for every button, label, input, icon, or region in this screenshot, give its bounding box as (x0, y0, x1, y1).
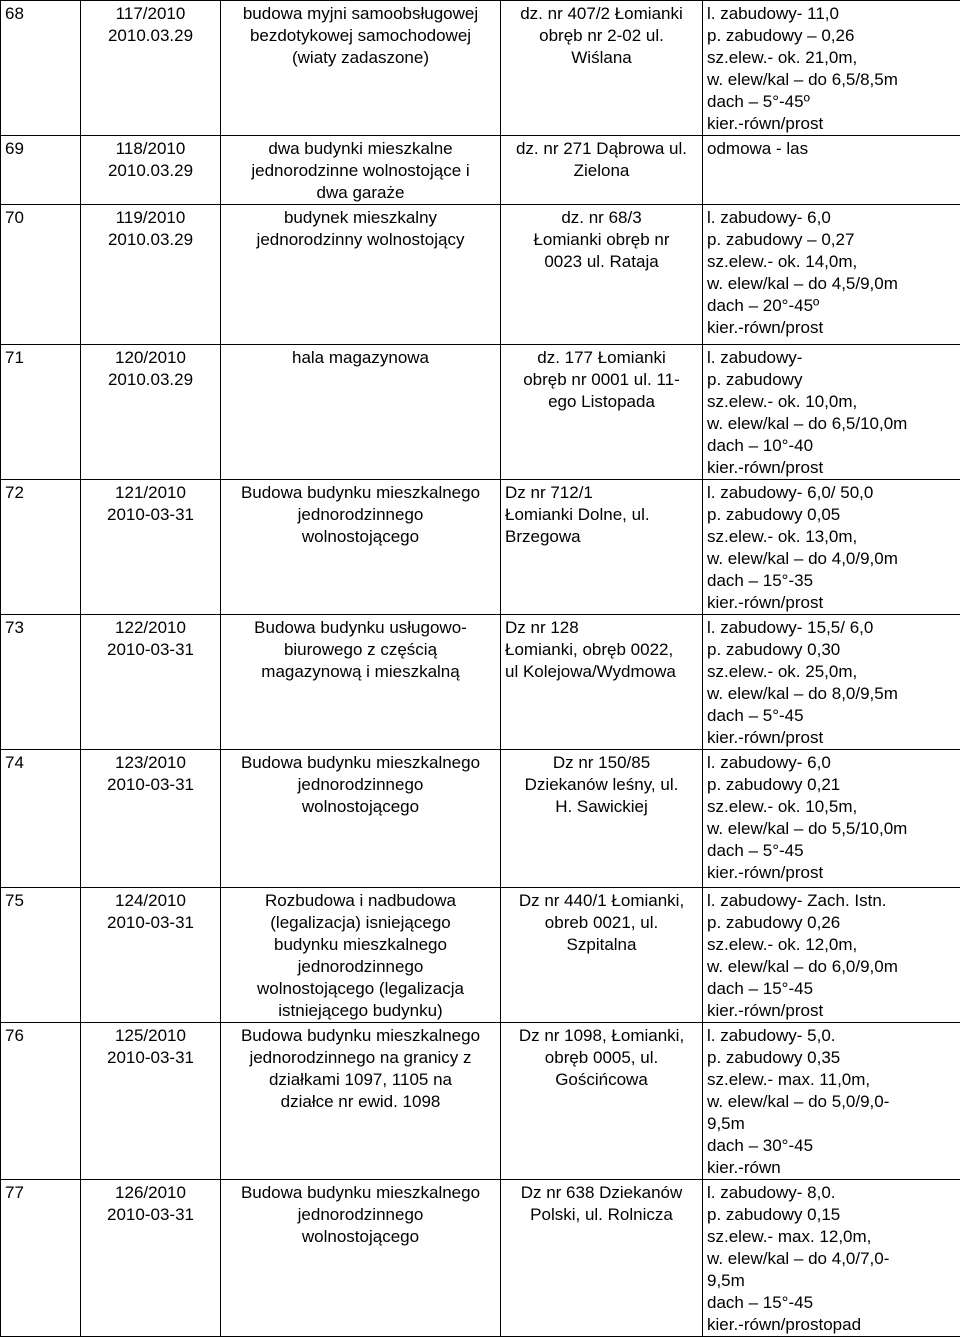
object-description-line: wolnostojącego (225, 796, 496, 818)
object-description-line: bezdotykowej samochodowej (225, 25, 496, 47)
object-description-line: jednorodzinnego (225, 774, 496, 796)
location-line: Dz nr 128 (505, 617, 698, 639)
decision-date: 2010-03-31 (85, 504, 216, 526)
parameter-line: sz.elew.- ok. 10,5m, (707, 796, 956, 818)
object-description-cell (221, 615, 501, 750)
parameter-line: sz.elew.- ok. 10,0m, (707, 391, 956, 413)
parameter-line: l. zabudowy- 8,0. (707, 1182, 956, 1204)
location-line: dz. nr 271 Dąbrowa ul. (505, 138, 698, 160)
object-description-line: jednorodzinne wolnostojące i (225, 160, 496, 182)
decision-date: 2010-03-31 (85, 774, 216, 796)
object-description-line: Budowa budynku usługowo- (225, 617, 496, 639)
parameters-cell (703, 205, 960, 345)
decision-cell (81, 345, 221, 480)
decision-date: 2010-03-31 (85, 1047, 216, 1069)
location-line: Łomianki, obręb 0022, (505, 639, 698, 661)
parameters-cell (703, 345, 960, 480)
object-description-line: działkami 1097, 1105 na (225, 1069, 496, 1091)
object-description-line: wolnostojącego (legalizacja (225, 978, 496, 1000)
location-line: Zielona (505, 160, 698, 182)
location-line: dz. 177 Łomianki (505, 347, 698, 369)
table-row (1, 888, 960, 1023)
object-description-cell (221, 205, 501, 345)
decision-number: 123/2010 (85, 752, 216, 774)
parameters-cell (703, 1180, 960, 1337)
parameter-line: dach – 5°-45º (707, 91, 956, 113)
location-line: Dz nr 440/1 Łomianki, (505, 890, 698, 912)
table-row (1, 1180, 960, 1337)
parameter-line: dach – 15°-35 (707, 570, 956, 592)
object-description-line: biurowego z częścią (225, 639, 496, 661)
location-line: Wiślana (505, 47, 698, 69)
parameter-line: l. zabudowy- Zach. Istn. (707, 890, 956, 912)
object-description-line: jednorodzinnego (225, 1204, 496, 1226)
object-description-line: hala magazynowa (225, 347, 496, 369)
table-row (1, 615, 960, 750)
location-line: 0023 ul. Rataja (505, 251, 698, 273)
object-description-line: Budowa budynku mieszkalnego (225, 752, 496, 774)
table-row (1, 750, 960, 888)
table-row (1, 205, 960, 345)
location-line: dz. nr 68/3 (505, 207, 698, 229)
parameter-line: p. zabudowy – 0,27 (707, 229, 956, 251)
object-description-line: Rozbudowa i nadbudowa (225, 890, 496, 912)
object-description-line: jednorodzinny wolnostojący (225, 229, 496, 251)
parameter-line: w. elew/kal – do 5,0/9,0- (707, 1091, 956, 1113)
object-description-line: wolnostojącego (225, 526, 496, 548)
decision-cell (81, 888, 221, 1023)
row-number: 69 (1, 136, 81, 205)
table-row (1, 480, 960, 615)
parameter-line: odmowa - las (707, 138, 956, 160)
decision-number: 120/2010 (85, 347, 216, 369)
location-line: Dziekanów leśny, ul. (505, 774, 698, 796)
location-cell (501, 1, 703, 136)
parameter-line: p. zabudowy 0,35 (707, 1047, 956, 1069)
decision-date: 2010-03-31 (85, 1204, 216, 1226)
location-line: ego Listopada (505, 391, 698, 413)
object-description-line: jednorodzinnego (225, 956, 496, 978)
location-line: obręb nr 0001 ul. 11- (505, 369, 698, 391)
table-row (1, 136, 960, 205)
location-cell (501, 345, 703, 480)
parameters-cell (703, 615, 960, 750)
object-description-line: Budowa budynku mieszkalnego (225, 1025, 496, 1047)
location-line: Polski, ul. Rolnicza (505, 1204, 698, 1226)
parameter-line: w. elew/kal – do 6,5/10,0m (707, 413, 956, 435)
location-line: Brzegowa (505, 526, 698, 548)
parameter-line: l. zabudowy- 6,0 (707, 752, 956, 774)
parameters-cell (703, 750, 960, 888)
decision-number: 117/2010 (85, 3, 216, 25)
parameter-line: kier.-równ/prostopad (707, 1314, 956, 1336)
location-line: Dz nr 712/1 (505, 482, 698, 504)
table-row (1, 1023, 960, 1180)
decision-cell (81, 136, 221, 205)
parameters-cell (703, 136, 960, 205)
location-line: Dz nr 1098, Łomianki, (505, 1025, 698, 1047)
parameter-line: sz.elew.- max. 11,0m, (707, 1069, 956, 1091)
parameter-line: kier.-równ (707, 1157, 956, 1179)
object-description-line: wolnostojącego (225, 1226, 496, 1248)
parameter-line: p. zabudowy 0,15 (707, 1204, 956, 1226)
object-description-cell (221, 136, 501, 205)
decision-cell (81, 750, 221, 888)
row-number: 72 (1, 480, 81, 615)
location-line: Łomianki obręb nr (505, 229, 698, 251)
row-number: 75 (1, 888, 81, 1023)
parameter-line: w. elew/kal – do 6,0/9,0m (707, 956, 956, 978)
parameters-cell (703, 888, 960, 1023)
object-description-line: (legalizacja) isniejącego (225, 912, 496, 934)
parameter-line: kier.-równ/prost (707, 317, 956, 339)
parameter-line: kier.-równ/prost (707, 113, 956, 135)
location-cell (501, 1023, 703, 1180)
object-description-cell (221, 345, 501, 480)
object-description-line: dwa garaże (225, 182, 496, 204)
parameter-line: 9,5m (707, 1270, 956, 1292)
location-line: Dz nr 150/85 (505, 752, 698, 774)
object-description-cell (221, 1, 501, 136)
object-description-cell (221, 888, 501, 1023)
parameter-line: p. zabudowy 0,05 (707, 504, 956, 526)
parameter-line: dach – 15°-45 (707, 978, 956, 1000)
parameter-line: p. zabudowy 0,21 (707, 774, 956, 796)
object-description-line: działce nr ewid. 1098 (225, 1091, 496, 1113)
object-description-line: jednorodzinnego (225, 504, 496, 526)
parameter-line: sz.elew.- ok. 12,0m, (707, 934, 956, 956)
parameter-line: kier.-równ/prost (707, 592, 956, 614)
decision-date: 2010-03-31 (85, 639, 216, 661)
object-description-cell (221, 1180, 501, 1337)
table-row (1, 345, 960, 480)
decision-cell (81, 1, 221, 136)
decision-date: 2010.03.29 (85, 369, 216, 391)
decision-date: 2010.03.29 (85, 25, 216, 47)
parameter-line: l. zabudowy- (707, 347, 956, 369)
row-number: 70 (1, 205, 81, 345)
location-line: Dz nr 638 Dziekanów (505, 1182, 698, 1204)
parameter-line: sz.elew.- ok. 21,0m, (707, 47, 956, 69)
decision-number: 125/2010 (85, 1025, 216, 1047)
location-line: H. Sawickiej (505, 796, 698, 818)
decision-number: 119/2010 (85, 207, 216, 229)
location-line: dz. nr 407/2 Łomianki (505, 3, 698, 25)
object-description-cell (221, 480, 501, 615)
object-description-line: dwa budynki mieszkalne (225, 138, 496, 160)
parameter-line: dach – 10°-40 (707, 435, 956, 457)
parameter-line: l. zabudowy- 5,0. (707, 1025, 956, 1047)
decision-number: 121/2010 (85, 482, 216, 504)
location-line: ul Kolejowa/Wydmowa (505, 661, 698, 683)
decision-cell (81, 480, 221, 615)
location-line: Łomianki Dolne, ul. (505, 504, 698, 526)
decision-number: 118/2010 (85, 138, 216, 160)
location-cell (501, 888, 703, 1023)
parameter-line: kier.-równ/prost (707, 1000, 956, 1022)
object-description-line: budynek mieszkalny (225, 207, 496, 229)
parameter-line: kier.-równ/prost (707, 862, 956, 884)
location-cell (501, 205, 703, 345)
location-cell (501, 136, 703, 205)
object-description-line: Budowa budynku mieszkalnego (225, 482, 496, 504)
parameter-line: p. zabudowy 0,26 (707, 912, 956, 934)
row-number: 76 (1, 1023, 81, 1180)
row-number: 68 (1, 1, 81, 136)
location-line: obreb 0021, ul. (505, 912, 698, 934)
decision-cell (81, 205, 221, 345)
parameter-line: l. zabudowy- 6,0 (707, 207, 956, 229)
decision-date: 2010.03.29 (85, 160, 216, 182)
decision-number: 126/2010 (85, 1182, 216, 1204)
parameter-line: dach – 30°-45 (707, 1135, 956, 1157)
object-description-line: magazynową i mieszkalną (225, 661, 496, 683)
parameters-cell (703, 1023, 960, 1180)
object-description-line: Budowa budynku mieszkalnego (225, 1182, 496, 1204)
decision-cell (81, 1180, 221, 1337)
object-description-line: budynku mieszkalnego (225, 934, 496, 956)
location-line: obręb 0005, ul. (505, 1047, 698, 1069)
parameter-line: p. zabudowy 0,30 (707, 639, 956, 661)
parameter-line: sz.elew.- ok. 14,0m, (707, 251, 956, 273)
parameter-line: dach – 20°-45º (707, 295, 956, 317)
decision-number: 122/2010 (85, 617, 216, 639)
location-cell (501, 1180, 703, 1337)
parameter-line: l. zabudowy- 15,5/ 6,0 (707, 617, 956, 639)
row-number: 77 (1, 1180, 81, 1337)
decision-date: 2010-03-31 (85, 912, 216, 934)
row-number: 74 (1, 750, 81, 888)
parameter-line: w. elew/kal – do 6,5/8,5m (707, 69, 956, 91)
row-number: 71 (1, 345, 81, 480)
parameter-line: sz.elew.- max. 12,0m, (707, 1226, 956, 1248)
location-line: obręb nr 2-02 ul. (505, 25, 698, 47)
parameter-line: w. elew/kal – do 8,0/9,5m (707, 683, 956, 705)
parameters-cell (703, 480, 960, 615)
parameters-cell (703, 1, 960, 136)
parameter-line: w. elew/kal – do 4,5/9,0m (707, 273, 956, 295)
parameter-line: dach – 15°-45 (707, 1292, 956, 1314)
object-description-line: jednorodzinnego na granicy z (225, 1047, 496, 1069)
parameter-line: p. zabudowy (707, 369, 956, 391)
object-description-line: istniejącego budynku) (225, 1000, 496, 1022)
parameter-line: 9,5m (707, 1113, 956, 1135)
location-cell (501, 615, 703, 750)
parameter-line: dach – 5°-45 (707, 705, 956, 727)
parameter-line: sz.elew.- ok. 25,0m, (707, 661, 956, 683)
decision-date: 2010.03.29 (85, 229, 216, 251)
object-description-line: budowa myjni samoobsługowej (225, 3, 496, 25)
object-description-cell (221, 1023, 501, 1180)
location-cell (501, 750, 703, 888)
parameter-line: l. zabudowy- 6,0/ 50,0 (707, 482, 956, 504)
parameter-line: p. zabudowy – 0,26 (707, 25, 956, 47)
parameter-line: kier.-równ/prost (707, 727, 956, 749)
table-row (1, 1, 960, 136)
parameter-line: sz.elew.- ok. 13,0m, (707, 526, 956, 548)
parameter-line: l. zabudowy- 11,0 (707, 3, 956, 25)
parameter-line: kier.-równ/prost (707, 457, 956, 479)
parameter-line: dach – 5°-45 (707, 840, 956, 862)
decision-cell (81, 615, 221, 750)
location-cell (501, 480, 703, 615)
row-number: 73 (1, 615, 81, 750)
location-line: Szpitalna (505, 934, 698, 956)
parameter-line: w. elew/kal – do 4,0/7,0- (707, 1248, 956, 1270)
location-line: Gościńcowa (505, 1069, 698, 1091)
parameter-line: w. elew/kal – do 5,5/10,0m (707, 818, 956, 840)
parameter-line: w. elew/kal – do 4,0/9,0m (707, 548, 956, 570)
decision-number: 124/2010 (85, 890, 216, 912)
object-description-cell (221, 750, 501, 888)
object-description-line: (wiaty zadaszone) (225, 47, 496, 69)
decision-cell (81, 1023, 221, 1180)
